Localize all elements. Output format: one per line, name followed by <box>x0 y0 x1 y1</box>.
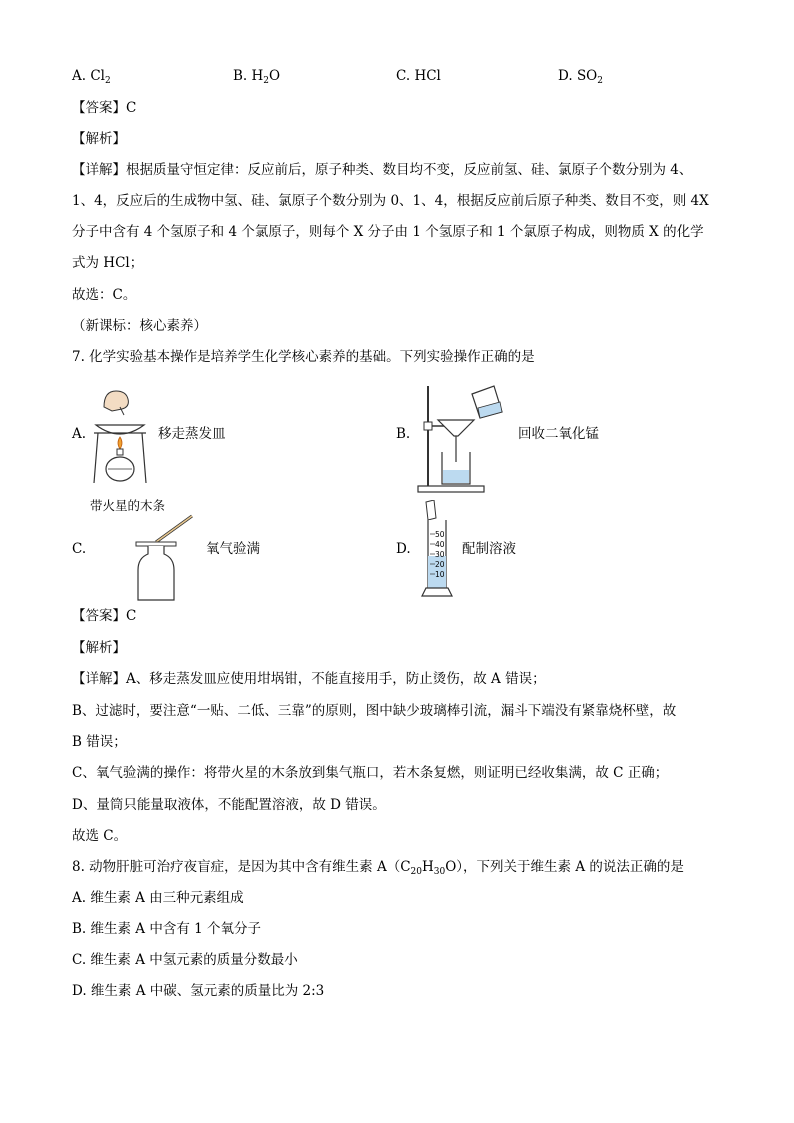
q7-option-c-caption: 氧气验满 <box>206 541 260 557</box>
q7-detail-line: C、氧气验满的操作：将带火星的木条放到集气瓶口，若木条复燃，则证明已经收集满，故 C 正确； <box>72 765 669 781</box>
q7-option-c-label: C. <box>72 541 87 557</box>
evaporating-dish-figure <box>90 385 150 485</box>
q7-analysis-heading: 【解析】 <box>72 640 126 656</box>
q7-option-b-label: B. <box>396 426 411 442</box>
q7-option-d-caption: 配制溶液 <box>462 541 516 557</box>
q6-option-b: B. $H_2O$ <box>233 68 281 86</box>
q7-option-d-label: D. <box>396 541 411 557</box>
q7-detail-line: D、量筒只能量取液体，不能配置溶液，故 D 错误。 <box>72 797 386 813</box>
scale-mark: 30 <box>435 550 445 559</box>
scale-mark: 40 <box>435 540 445 549</box>
q6-analysis-heading: 【解析】 <box>72 131 126 147</box>
scale-mark: 20 <box>435 560 445 569</box>
q6-answer: 【答案】C <box>72 100 137 116</box>
q6-tag: （新课标：核心素养） <box>72 318 207 334</box>
q7-option-b-caption: 回收二氧化锰 <box>518 426 599 442</box>
q6-choice: 故选：C。 <box>72 287 137 303</box>
q6-detail-line: 【详解】根据质量守恒定律：反应前后，原子种类、数目均不变，反应前氢、硅、氯原子个数分别为 4、 <box>72 162 693 178</box>
q7-option-a-label: A. <box>72 426 87 442</box>
q6-option-c: C. HCl <box>396 68 441 84</box>
q6-option-d: D. $SO_2$ <box>558 68 603 86</box>
q7-answer: 【答案】C <box>72 608 137 624</box>
q6-detail-line: 式为 HCl； <box>72 255 144 271</box>
q8-option-b: B. 维生素 A 中含有 1 个氧分子 <box>72 921 262 937</box>
q7-detail-line: B、过滤时，要注意“一贴、二低、三靠”的原则，图中缺少玻璃棒引流，漏斗下端没有紧靠烧杯壁，故 <box>72 703 677 719</box>
q8-option-a: A. 维生素 A 由三种元素组成 <box>72 890 244 906</box>
q7-stem: 7. 化学实验基本操作是培养学生化学核心素养的基础。下列实验操作正确的是 <box>72 349 535 365</box>
q7-option-a-caption: 移走蒸发皿 <box>158 426 226 442</box>
filtration-figure <box>414 382 506 494</box>
q6-detail-line: 分子中含有 4 个氢原子和 4 个氯原子，则每个 X 分子由 1 个氢原子和 1 个氯原子构成，则物质 X 的化学 <box>72 224 704 240</box>
scale-mark: 50 <box>435 530 445 539</box>
q6-option-a: A. $Cl_2$ <box>72 68 111 86</box>
q7-detail-line: 【详解】A、移走蒸发皿应使用坩埚钳，不能直接用手，防止烫伤，故 A 错误； <box>72 671 546 687</box>
gas-bottle-figure <box>128 510 198 604</box>
q8-option-d: D. 维生素 A 中碳、氢元素的质量比为 2:3 <box>72 983 325 999</box>
cylinder-scale <box>435 530 445 580</box>
splint-label: 带火星的木条 <box>90 498 166 513</box>
q7-choice: 故选 C。 <box>72 828 128 844</box>
q6-detail-line: 1、4，反应后的生成物中氢、硅、氯原子个数分别为 0、1、4，根据反应前后原子种类、数目不变，则 4X <box>72 193 709 209</box>
q7-detail-line: B 错误； <box>72 734 127 750</box>
scale-mark: 10 <box>435 570 445 579</box>
q8-stem: 8. 动物肝脏可治疗夜盲症，是因为其中含有维生素 $A(C_{20}H_{30}O)$，下列关于维生素 A 的说法正确的是 <box>72 859 684 877</box>
q8-option-c: C. 维生素 A 中氢元素的质量分数最小 <box>72 952 298 968</box>
